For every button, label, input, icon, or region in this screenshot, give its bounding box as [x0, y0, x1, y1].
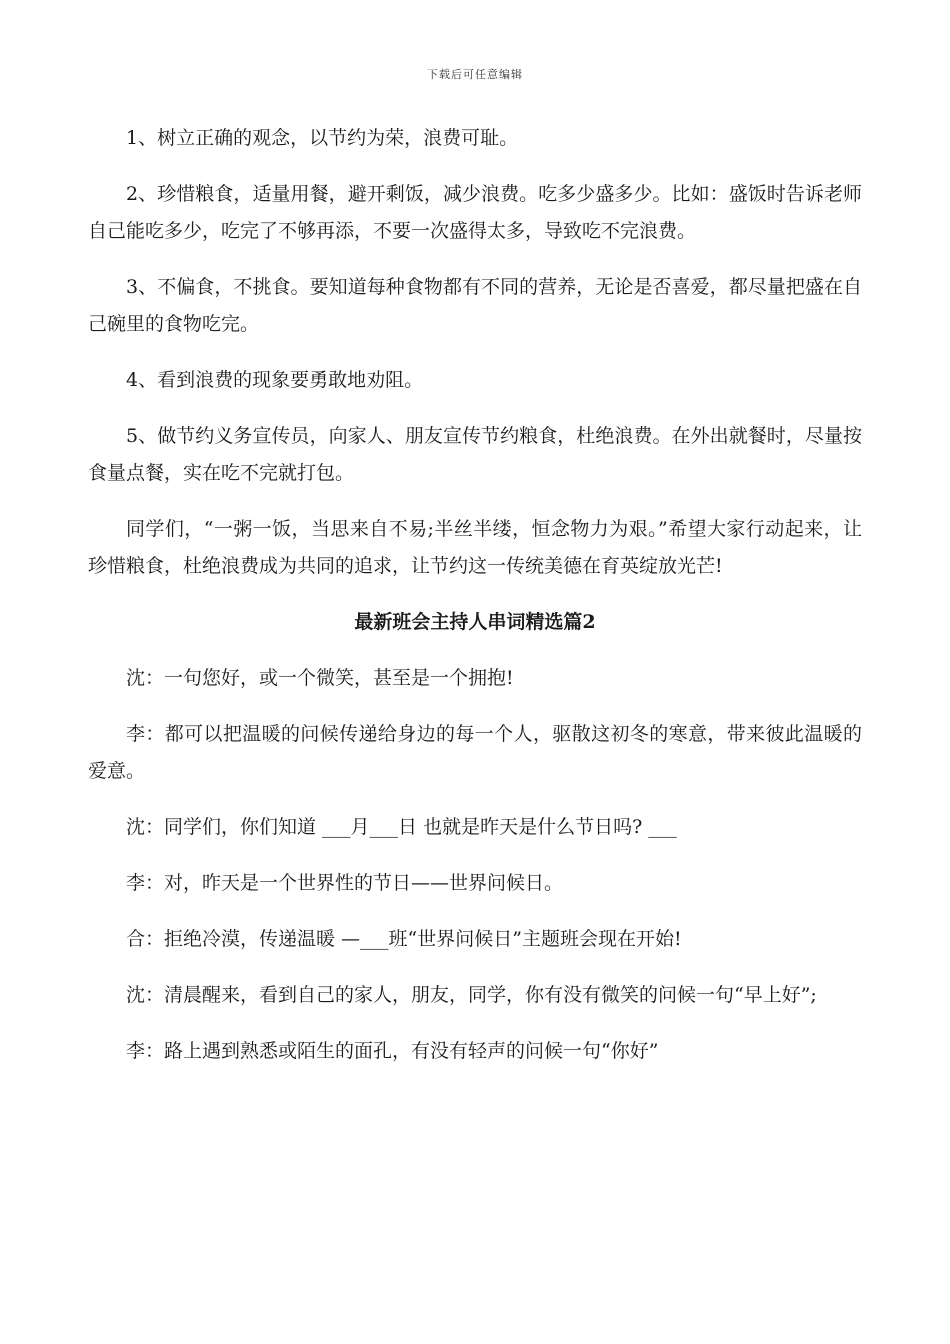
dialogue-line: 沈：一句您好，或一个微笑，甚至是一个拥抱!: [126, 667, 514, 689]
paragraph-tip-3: 3、不偏食，不挑食。要知道每种食物都有不同的营养，无论是否喜爱，都尽量把盛在自己碗里的食物吃完。: [88, 276, 862, 335]
paragraph-tip-2: 2、珍惜粮食，适量用餐，避开剩饭，减少浪费。吃多少盛多少。比如：盛饭时告诉老师自己能吃多少，吃完了不够再添，不要一次盛得太多，导致吃不完浪费。: [88, 183, 862, 242]
dialogue-line: 李：都可以把温暖的问候传递给身边的每一个人，驱散这初冬的寒意，带来彼此温暖的爱意。: [88, 723, 862, 782]
dialogue-line: 沈：清晨醒来，看到自己的家人，朋友，同学，你有没有微笑的问候一句“早上好”;: [126, 984, 817, 1006]
paragraph-tip-1: 1、树立正确的观念，以节约为荣，浪费可耻。: [126, 127, 519, 149]
paragraph-tip-5: 5、做节约义务宣传员，向家人、朋友宣传节约粮食，杜绝浪费。在外出就餐时，尽量按食量点餐，实在吃不完就打包。: [88, 425, 862, 484]
paragraph-tip-4: 4、看到浪费的现象要勇敢地劝阻。: [126, 369, 424, 391]
dialogue-line: 沈：同学们，你们知道 ___月___日 也就是昨天是什么节日吗? ___: [126, 816, 677, 838]
dialogue-line: 李：路上遇到熟悉或陌生的面孔，有没有轻声的问候一句“你好”: [126, 1040, 659, 1062]
page-header: 下载后可任意编辑: [427, 68, 523, 81]
paragraph-closing: 同学们，“一粥一饭，当思来自不易;半丝半缕，恒念物力为艰。”希望大家行动起来，让珍惜粮食，杜绝浪费成为共同的追求，让节约这一传统美德在育英绽放光芒!: [88, 518, 862, 577]
dialogue-line: 合：拒绝冷漠，传递温暖 —___班“世界问候日”主题班会现在开始!: [126, 928, 682, 950]
section-heading: 最新班会主持人串词精选篇2: [354, 611, 596, 633]
dialogue-line: 李：对，昨天是一个世界性的节日——世界问候日。: [126, 872, 564, 894]
document-body: [88, 120, 862, 1089]
